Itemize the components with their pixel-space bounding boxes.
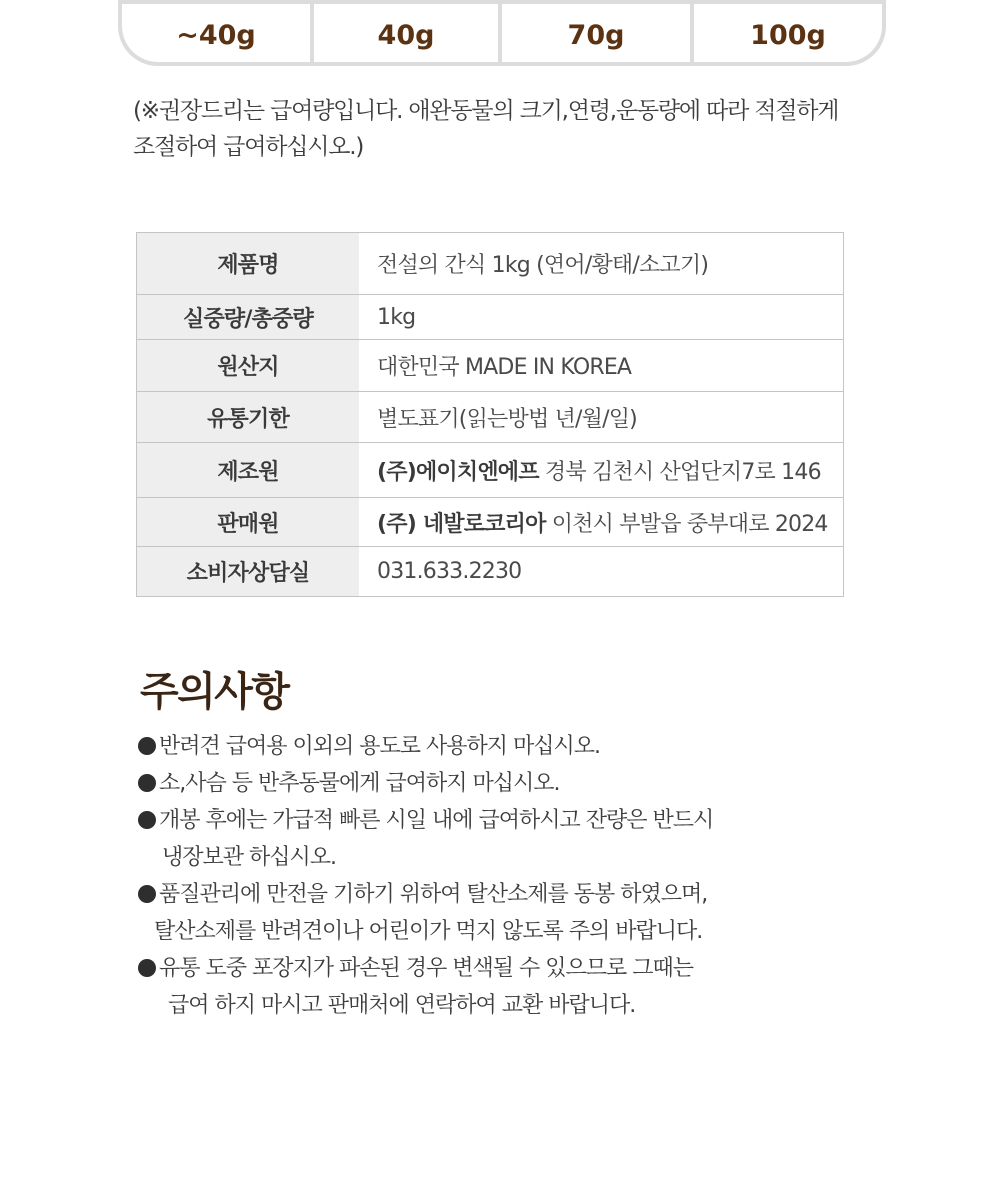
manufacturer-company: (주)에이치엔에프 (377, 459, 539, 485)
bullet-icon (138, 811, 156, 829)
caution-list (138, 728, 838, 1024)
product-info-table (136, 232, 844, 597)
table-row (137, 392, 844, 443)
table-row (137, 233, 844, 295)
row-label: 판매원 (137, 498, 360, 547)
row-value: 별도표기(읽는방법 년/월/일) (359, 392, 844, 443)
caution-item (138, 802, 838, 876)
table-row (137, 340, 844, 392)
caution-item (138, 876, 838, 950)
feeding-amount-cell: 70g (502, 4, 694, 66)
bullet-icon (138, 737, 156, 755)
feeding-amount-row (122, 0, 882, 66)
bullet-icon (138, 959, 156, 977)
manufacturer-address: 경북 김천시 산업단지7로 146 (538, 459, 821, 485)
row-value: 1kg (359, 295, 844, 340)
feeding-amount-cell: 100g (750, 19, 826, 51)
row-label: 제조원 (137, 443, 360, 498)
bullet-icon (138, 885, 156, 903)
bullet-icon (138, 774, 156, 792)
row-value-wrap (359, 443, 844, 498)
table-row (137, 498, 844, 547)
row-label: 실중량/총중량 (137, 295, 360, 340)
caution-item (138, 728, 838, 765)
seller-address: 이천시 부발읍 중부대로 2024 (545, 511, 828, 537)
row-value: 대한민국 MADE IN KOREA (359, 340, 844, 392)
feeding-note (133, 93, 873, 165)
caution-text: 유통 도중 포장지가 파손된 경우 변색될 수 있으므로 그때는 (159, 956, 693, 981)
row-value: 031.633.2230 (359, 547, 844, 597)
row-label: 소비자상담실 (137, 547, 360, 597)
row-label: 유통기한 (137, 392, 360, 443)
row-value-wrap (359, 498, 844, 547)
caution-text-continued: 급여 하지 마시고 판매처에 연락하여 교환 바랍니다. (168, 993, 636, 1018)
table-row (137, 547, 844, 597)
caution-text: 반려견 급여용 이외의 용도로 사용하지 마십시오. (159, 734, 601, 759)
caution-item (138, 950, 838, 1024)
row-label: 원산지 (137, 340, 360, 392)
caution-text-continued: 냉장보관 하십시오. (162, 845, 337, 870)
feeding-amount-cell: 40g (314, 4, 502, 66)
caution-item (138, 765, 838, 802)
feeding-note-line: 조절하여 급여하십시오.) (133, 134, 364, 160)
feeding-amount-table (118, 0, 886, 66)
caution-text: 소,사슴 등 반추동물에게 급여하지 마십시오. (159, 771, 560, 796)
row-value: 전설의 간식 1kg (연어/황태/소고기) (359, 233, 844, 295)
caution-text: 품질관리에 만전을 기하기 위하여 탈산소제를 동봉 하였으며, (159, 882, 708, 907)
table-row (137, 295, 844, 340)
caution-text-continued: 탈산소제를 반려견이나 어린이가 먹지 않도록 주의 바랍니다. (154, 919, 703, 944)
row-label: 제품명 (137, 233, 360, 295)
caution-text: 개봉 후에는 가급적 빠른 시일 내에 급여하시고 잔량은 반드시 (159, 808, 714, 833)
feeding-note-line: (※권장드리는 급여량입니다. 애완동물의 크기,연령,운동량에 따라 적절하게 (133, 98, 839, 124)
caution-title: 주의사항 (140, 669, 289, 715)
table-row (137, 443, 844, 498)
feeding-amount-cell: ~40g (122, 4, 314, 66)
seller-company: (주) 네발로코리아 (377, 511, 546, 537)
